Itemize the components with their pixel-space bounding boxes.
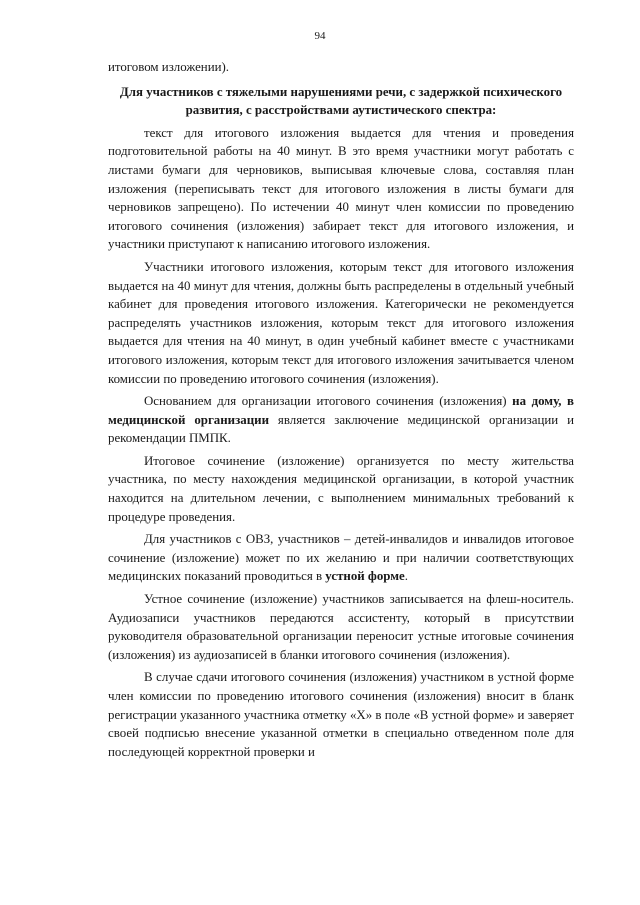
- page-number: 94: [314, 30, 326, 42]
- paragraph-text: Для участников с ОВЗ, участников – детей-инвалидов и инвалидов итоговое сочинение (изложение) может по их желанию и при наличии соответствующих медицинских показаний проводиться в: [108, 532, 574, 584]
- paragraph: Устное сочинение (изложение) участников записывается на флеш-носитель. Аудиозаписи участников передаются ассистенту, который в присутствии руководителя образовательной организации переносит устные итоговые сочинения (изложения) из аудиозаписей в бланки итогового сочинения (изложения).: [108, 592, 574, 662]
- paragraph-text: является заключение медицинской организации и рекомендации ПМПК.: [108, 412, 574, 446]
- paragraph: Участники итогового изложения, которым текст для итогового изложения выдается на 40 минут для чтения, должны быть распределены в отдельный учебный кабинет для проведения итогового изложения. Категорически не рекомендуется распределять участников изложения, которым текст для итогового изложения выдается для чтения на 40 минут, в один учебный кабинет вместе с участниками итогового изложения, которым текст для итогового изложения зачитывается членом комиссии по проведению итогового сочинения (изложения).: [108, 259, 574, 386]
- paragraph: В случае сдачи итогового сочинения (изложения) участником в устной форме член комиссии по проведению итогового сочинения (изложения) вносит в бланк регистрации указанного участника отметку «Х» в поле «В устной форме» и заверяет своей подписью внесение указанной отметки в специально отведенном поле для последующей корректной проверки и: [108, 670, 574, 759]
- paragraph: [108, 392, 574, 448]
- paragraph-text: .: [404, 569, 408, 584]
- document-body: [108, 58, 574, 765]
- paragraph-text: Основанием для организации итогового сочинения (изложения): [144, 394, 513, 409]
- section-heading: Для участников с тяжелыми нарушениями речи, с задержкой психического развития, с расстройствами аутистического спектра:: [119, 84, 563, 118]
- bold-phrase: на дому, в медицинской организации: [108, 394, 574, 427]
- paragraph-continuation: итоговом изложении).: [108, 60, 230, 74]
- paragraph: [108, 530, 574, 586]
- bold-phrase: устной форме: [325, 569, 405, 584]
- paragraph: текст для итогового изложения выдается для чтения и проведения подготовительной работы на 40 минут. В это время участники могут работать с листами бумаги для черновиков, выписывая ключевые слова, составляя план изложения (переписывать текст для итогового изложения в листы бумаги для черновиков запрещено). По истечении 40 минут член комиссии по проведению итогового сочинения (изложения) забирает текст для итогового изложения, и участники приступают к написанию итогового изложения.: [108, 125, 574, 252]
- paragraph: Итоговое сочинение (изложение) организуется по месту жительства участника, по месту нахождения медицинской организации, в которой участник находится на длительном лечении, с выполнением минимальных требований к процедуре проведения.: [108, 453, 574, 524]
